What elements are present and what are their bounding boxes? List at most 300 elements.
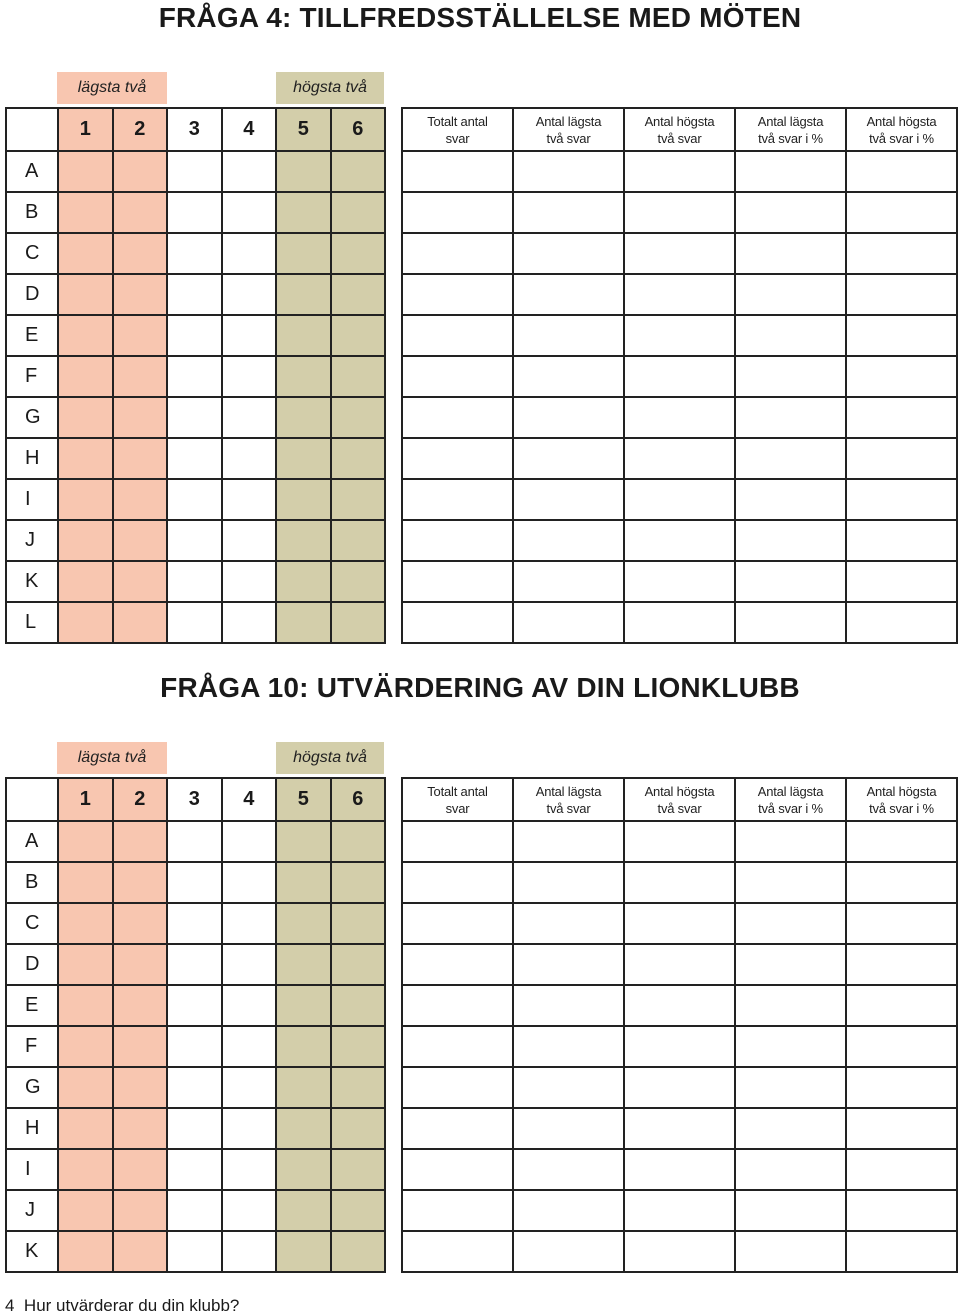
rating-cell[interactable] xyxy=(167,479,222,520)
summary-cell[interactable] xyxy=(846,1026,957,1067)
rating-cell[interactable] xyxy=(276,1149,331,1190)
summary-cell[interactable] xyxy=(513,1108,624,1149)
rating-cell[interactable] xyxy=(58,274,113,315)
summary-cell[interactable] xyxy=(735,985,846,1026)
rating-cell[interactable] xyxy=(113,233,168,274)
rating-cell[interactable] xyxy=(276,602,331,643)
summary-cell[interactable] xyxy=(846,479,957,520)
summary-cell[interactable] xyxy=(513,479,624,520)
row-label: H xyxy=(6,438,58,479)
rating-cell[interactable] xyxy=(222,944,277,985)
rating-cell[interactable] xyxy=(167,862,222,903)
rating-cell[interactable] xyxy=(331,1190,386,1231)
rating-cell[interactable] xyxy=(331,315,386,356)
table-row xyxy=(6,602,385,643)
rating-cell[interactable] xyxy=(331,233,386,274)
scale-value-2: 2 xyxy=(113,778,168,821)
scale-value-3: 3 xyxy=(167,108,222,151)
rating-cell[interactable] xyxy=(58,944,113,985)
summary-cell[interactable] xyxy=(846,438,957,479)
rating-cell[interactable] xyxy=(276,1067,331,1108)
rating-cell[interactable] xyxy=(276,479,331,520)
column-header-line: Antal högsta xyxy=(644,113,715,129)
summary-cell[interactable] xyxy=(846,561,957,602)
summary-cell[interactable] xyxy=(402,479,513,520)
rating-cell[interactable] xyxy=(167,356,222,397)
rating-cell[interactable] xyxy=(222,151,277,192)
rating-grid xyxy=(5,107,386,644)
lowest-two-label: lägsta två xyxy=(57,72,167,104)
summary-cell[interactable] xyxy=(735,438,846,479)
summary-cell[interactable] xyxy=(402,274,513,315)
rating-cell[interactable] xyxy=(167,397,222,438)
rating-cell[interactable] xyxy=(331,561,386,602)
column-header-line: Antal lägsta xyxy=(757,783,824,799)
summary-cell[interactable] xyxy=(513,1231,624,1272)
summary-cell[interactable] xyxy=(624,903,735,944)
table-row xyxy=(402,1190,957,1231)
table-row xyxy=(402,520,957,561)
summary-cell[interactable] xyxy=(513,862,624,903)
rating-cell[interactable] xyxy=(331,274,386,315)
rating-cell[interactable] xyxy=(113,985,168,1026)
rating-cell[interactable] xyxy=(222,1231,277,1272)
summary-cell[interactable] xyxy=(624,1149,735,1190)
summary-cell[interactable] xyxy=(513,397,624,438)
rating-cell[interactable] xyxy=(58,192,113,233)
rating-cell[interactable] xyxy=(113,438,168,479)
summary-cell[interactable] xyxy=(624,479,735,520)
summary-cell[interactable] xyxy=(735,315,846,356)
rating-cell[interactable] xyxy=(222,233,277,274)
rating-cell[interactable] xyxy=(222,821,277,862)
summary-cell[interactable] xyxy=(846,520,957,561)
summary-cell[interactable] xyxy=(624,1067,735,1108)
rating-cell[interactable] xyxy=(113,903,168,944)
summary-cell[interactable] xyxy=(624,192,735,233)
rating-cell[interactable] xyxy=(331,903,386,944)
rating-cell[interactable] xyxy=(167,1108,222,1149)
summary-cell[interactable] xyxy=(624,315,735,356)
summary-cell[interactable] xyxy=(735,602,846,643)
rating-cell[interactable] xyxy=(331,356,386,397)
summary-cell[interactable] xyxy=(402,944,513,985)
rating-cell[interactable] xyxy=(331,1108,386,1149)
summary-cell[interactable] xyxy=(735,1231,846,1272)
rating-cell[interactable] xyxy=(113,1190,168,1231)
row-label: K xyxy=(6,1231,58,1272)
scale-header-row xyxy=(6,108,385,151)
summary-cell[interactable] xyxy=(624,520,735,561)
summary-cell[interactable] xyxy=(513,602,624,643)
rating-cell[interactable] xyxy=(222,1108,277,1149)
rating-cell[interactable] xyxy=(58,438,113,479)
summary-cell[interactable] xyxy=(735,1108,846,1149)
summary-cell[interactable] xyxy=(846,315,957,356)
rating-cell[interactable] xyxy=(331,985,386,1026)
rating-cell[interactable] xyxy=(167,315,222,356)
rating-cell[interactable] xyxy=(331,1026,386,1067)
summary-column-header xyxy=(402,778,513,821)
summary-cell[interactable] xyxy=(513,1190,624,1231)
summary-cell[interactable] xyxy=(846,151,957,192)
highest-two-label: högsta två xyxy=(276,72,384,104)
rating-cell[interactable] xyxy=(276,862,331,903)
summary-cell[interactable] xyxy=(402,1026,513,1067)
summary-cell[interactable] xyxy=(735,151,846,192)
rating-cell[interactable] xyxy=(167,1190,222,1231)
rating-cell[interactable] xyxy=(331,1231,386,1272)
rating-cell[interactable] xyxy=(113,151,168,192)
corner-cell xyxy=(6,778,58,821)
rating-cell[interactable] xyxy=(113,1108,168,1149)
rating-cell[interactable] xyxy=(58,1108,113,1149)
summary-cell[interactable] xyxy=(513,520,624,561)
summary-cell[interactable] xyxy=(624,1108,735,1149)
table-row xyxy=(402,356,957,397)
summary-cell[interactable] xyxy=(846,985,957,1026)
table-row xyxy=(6,1108,385,1149)
rating-cell[interactable] xyxy=(113,356,168,397)
summary-cell[interactable] xyxy=(735,1067,846,1108)
rating-cell[interactable] xyxy=(167,438,222,479)
rating-cell[interactable] xyxy=(331,397,386,438)
rating-cell[interactable] xyxy=(58,151,113,192)
rating-cell[interactable] xyxy=(113,1067,168,1108)
rating-cell[interactable] xyxy=(222,561,277,602)
row-label: D xyxy=(6,944,58,985)
rating-cell[interactable] xyxy=(58,602,113,643)
rating-cell[interactable] xyxy=(58,1067,113,1108)
summary-cell[interactable] xyxy=(513,821,624,862)
rating-cell[interactable] xyxy=(167,1231,222,1272)
summary-cell[interactable] xyxy=(846,274,957,315)
rating-cell[interactable] xyxy=(58,356,113,397)
row-label: K xyxy=(6,561,58,602)
rating-cell[interactable] xyxy=(222,985,277,1026)
summary-cell[interactable] xyxy=(624,1231,735,1272)
rating-cell[interactable] xyxy=(167,151,222,192)
rating-cell[interactable] xyxy=(222,1149,277,1190)
scale-value-1: 1 xyxy=(58,108,113,151)
rating-cell[interactable] xyxy=(222,1190,277,1231)
summary-cell[interactable] xyxy=(846,944,957,985)
summary-cell[interactable] xyxy=(513,1067,624,1108)
rating-cell[interactable] xyxy=(331,1067,386,1108)
column-header-line: Antal lägsta xyxy=(535,783,602,799)
summary-column-header xyxy=(735,778,846,821)
summary-column-header xyxy=(402,108,513,151)
summary-cell[interactable] xyxy=(735,1026,846,1067)
scale-value-1: 1 xyxy=(58,778,113,821)
rating-cell[interactable] xyxy=(58,862,113,903)
rating-cell[interactable] xyxy=(222,397,277,438)
summary-cell[interactable] xyxy=(735,520,846,561)
summary-cell[interactable] xyxy=(846,821,957,862)
summary-cell[interactable] xyxy=(624,274,735,315)
rating-cell[interactable] xyxy=(58,903,113,944)
rating-cell[interactable] xyxy=(276,985,331,1026)
summary-cell[interactable] xyxy=(846,1067,957,1108)
rating-cell[interactable] xyxy=(222,438,277,479)
rating-cell[interactable] xyxy=(167,233,222,274)
rating-cell[interactable] xyxy=(331,862,386,903)
rating-cell[interactable] xyxy=(167,561,222,602)
summary-cell[interactable] xyxy=(846,1190,957,1231)
summary-cell[interactable] xyxy=(402,602,513,643)
rating-cell[interactable] xyxy=(167,1067,222,1108)
summary-cell[interactable] xyxy=(513,1149,624,1190)
rating-cell[interactable] xyxy=(58,520,113,561)
rating-cell[interactable] xyxy=(331,438,386,479)
rating-cell[interactable] xyxy=(276,944,331,985)
summary-cell[interactable] xyxy=(402,985,513,1026)
summary-cell[interactable] xyxy=(513,1026,624,1067)
rating-cell[interactable] xyxy=(331,1149,386,1190)
summary-cell[interactable] xyxy=(402,520,513,561)
rating-cell[interactable] xyxy=(167,192,222,233)
rating-cell[interactable] xyxy=(222,479,277,520)
table-row xyxy=(6,1149,385,1190)
table-row xyxy=(6,1231,385,1272)
summary-cell[interactable] xyxy=(513,438,624,479)
summary-cell[interactable] xyxy=(846,397,957,438)
summary-cell[interactable] xyxy=(624,602,735,643)
rating-cell[interactable] xyxy=(222,192,277,233)
rating-cell[interactable] xyxy=(276,233,331,274)
rating-cell[interactable] xyxy=(58,479,113,520)
summary-cell[interactable] xyxy=(846,1231,957,1272)
summary-cell[interactable] xyxy=(402,356,513,397)
summary-cell[interactable] xyxy=(513,903,624,944)
rating-cell[interactable] xyxy=(113,1149,168,1190)
rating-cell[interactable] xyxy=(113,944,168,985)
table-row xyxy=(6,1067,385,1108)
summary-cell[interactable] xyxy=(402,1190,513,1231)
summary-cell[interactable] xyxy=(846,233,957,274)
column-header-line: Totalt antal xyxy=(427,783,488,799)
summary-grid xyxy=(401,107,958,644)
summary-cell[interactable] xyxy=(513,315,624,356)
rating-cell[interactable] xyxy=(58,1026,113,1067)
rating-cell[interactable] xyxy=(331,821,386,862)
rating-cell[interactable] xyxy=(276,151,331,192)
rating-cell[interactable] xyxy=(113,520,168,561)
column-header-line: två svar i % xyxy=(758,800,823,816)
table-row xyxy=(402,397,957,438)
table-row xyxy=(402,1149,957,1190)
rating-cell[interactable] xyxy=(58,1190,113,1231)
table-row xyxy=(402,944,957,985)
summary-cell[interactable] xyxy=(735,397,846,438)
summary-cell[interactable] xyxy=(624,561,735,602)
summary-cell[interactable] xyxy=(513,192,624,233)
rating-cell[interactable] xyxy=(331,944,386,985)
rating-cell[interactable] xyxy=(167,602,222,643)
summary-cell[interactable] xyxy=(735,479,846,520)
rating-cell[interactable] xyxy=(167,944,222,985)
rating-cell[interactable] xyxy=(276,520,331,561)
summary-cell[interactable] xyxy=(846,1149,957,1190)
row-label: D xyxy=(6,274,58,315)
rating-cell[interactable] xyxy=(167,520,222,561)
rating-cell[interactable] xyxy=(167,985,222,1026)
rating-cell[interactable] xyxy=(276,903,331,944)
rating-cell[interactable] xyxy=(113,274,168,315)
table-row xyxy=(6,397,385,438)
rating-cell[interactable] xyxy=(331,151,386,192)
summary-cell[interactable] xyxy=(402,903,513,944)
summary-cell[interactable] xyxy=(402,862,513,903)
summary-cell[interactable] xyxy=(846,602,957,643)
summary-cell[interactable] xyxy=(735,233,846,274)
column-header-line: två svar i % xyxy=(869,800,934,816)
rating-cell[interactable] xyxy=(331,602,386,643)
rating-cell[interactable] xyxy=(222,274,277,315)
summary-cell[interactable] xyxy=(402,192,513,233)
summary-cell[interactable] xyxy=(402,821,513,862)
summary-cell[interactable] xyxy=(402,1067,513,1108)
summary-cell[interactable] xyxy=(513,985,624,1026)
summary-cell[interactable] xyxy=(402,397,513,438)
rating-cell[interactable] xyxy=(276,356,331,397)
summary-cell[interactable] xyxy=(846,192,957,233)
summary-cell[interactable] xyxy=(624,1026,735,1067)
rating-cell[interactable] xyxy=(58,233,113,274)
summary-cell[interactable] xyxy=(402,438,513,479)
rating-cell[interactable] xyxy=(58,1231,113,1272)
rating-cell[interactable] xyxy=(167,903,222,944)
summary-cell[interactable] xyxy=(402,315,513,356)
summary-cell[interactable] xyxy=(735,1190,846,1231)
summary-cell[interactable] xyxy=(624,356,735,397)
rating-cell[interactable] xyxy=(331,192,386,233)
rating-cell[interactable] xyxy=(276,1108,331,1149)
summary-cell[interactable] xyxy=(735,862,846,903)
rating-cell[interactable] xyxy=(113,315,168,356)
summary-column-header xyxy=(624,778,735,821)
rating-cell[interactable] xyxy=(167,274,222,315)
rating-cell[interactable] xyxy=(276,1026,331,1067)
rating-cell[interactable] xyxy=(222,1067,277,1108)
summary-cell[interactable] xyxy=(735,356,846,397)
rating-cell[interactable] xyxy=(222,903,277,944)
rating-cell[interactable] xyxy=(276,1231,331,1272)
summary-cell[interactable] xyxy=(846,862,957,903)
summary-cell[interactable] xyxy=(402,1108,513,1149)
summary-cell[interactable] xyxy=(402,1231,513,1272)
rating-cell[interactable] xyxy=(113,862,168,903)
summary-cell[interactable] xyxy=(735,274,846,315)
rating-cell[interactable] xyxy=(331,520,386,561)
summary-cell[interactable] xyxy=(624,821,735,862)
rating-cell[interactable] xyxy=(276,397,331,438)
rating-cell[interactable] xyxy=(222,602,277,643)
rating-cell[interactable] xyxy=(222,356,277,397)
rating-cell[interactable] xyxy=(222,520,277,561)
rating-cell[interactable] xyxy=(113,1231,168,1272)
column-header-line: två svar xyxy=(546,130,591,146)
summary-cell[interactable] xyxy=(735,903,846,944)
rating-cell[interactable] xyxy=(276,192,331,233)
summary-cell[interactable] xyxy=(624,151,735,192)
rating-cell[interactable] xyxy=(58,315,113,356)
summary-cell[interactable] xyxy=(624,985,735,1026)
highest-two-label: högsta två xyxy=(276,742,384,774)
rating-cell[interactable] xyxy=(167,1026,222,1067)
summary-cell[interactable] xyxy=(735,1149,846,1190)
summary-cell[interactable] xyxy=(402,151,513,192)
rating-cell[interactable] xyxy=(58,397,113,438)
rating-cell[interactable] xyxy=(167,821,222,862)
summary-cell[interactable] xyxy=(513,944,624,985)
rating-cell[interactable] xyxy=(58,1149,113,1190)
summary-cell[interactable] xyxy=(735,192,846,233)
rating-cell[interactable] xyxy=(331,479,386,520)
summary-cell[interactable] xyxy=(624,862,735,903)
summary-cell[interactable] xyxy=(624,233,735,274)
summary-cell[interactable] xyxy=(735,821,846,862)
rating-cell[interactable] xyxy=(113,397,168,438)
rating-cell[interactable] xyxy=(58,561,113,602)
summary-cell[interactable] xyxy=(402,1149,513,1190)
summary-cell[interactable] xyxy=(513,233,624,274)
summary-cell[interactable] xyxy=(513,274,624,315)
summary-cell[interactable] xyxy=(513,151,624,192)
summary-cell[interactable] xyxy=(735,561,846,602)
rating-cell[interactable] xyxy=(222,315,277,356)
summary-cell[interactable] xyxy=(624,397,735,438)
rating-cell[interactable] xyxy=(276,315,331,356)
rating-cell[interactable] xyxy=(113,821,168,862)
summary-cell[interactable] xyxy=(513,561,624,602)
rating-cell[interactable] xyxy=(113,602,168,643)
rating-cell[interactable] xyxy=(222,862,277,903)
rating-cell[interactable] xyxy=(113,192,168,233)
corner-cell xyxy=(6,108,58,151)
rating-cell[interactable] xyxy=(58,821,113,862)
summary-cell[interactable] xyxy=(846,903,957,944)
table-row xyxy=(6,520,385,561)
summary-cell[interactable] xyxy=(624,944,735,985)
rating-cell[interactable] xyxy=(276,561,331,602)
rating-cell[interactable] xyxy=(167,1149,222,1190)
summary-cell[interactable] xyxy=(513,356,624,397)
summary-cell[interactable] xyxy=(624,438,735,479)
page-footer xyxy=(5,1296,239,1316)
rating-cell[interactable] xyxy=(276,1190,331,1231)
column-header-line: Antal lägsta xyxy=(535,113,602,129)
rating-cell[interactable] xyxy=(276,438,331,479)
summary-cell[interactable] xyxy=(624,1190,735,1231)
rating-cell[interactable] xyxy=(276,821,331,862)
summary-cell[interactable] xyxy=(402,561,513,602)
summary-cell[interactable] xyxy=(402,233,513,274)
table-row xyxy=(402,192,957,233)
summary-cell[interactable] xyxy=(846,1108,957,1149)
column-header-line: Antal lägsta xyxy=(757,113,824,129)
summary-cell[interactable] xyxy=(846,356,957,397)
rating-cell[interactable] xyxy=(113,479,168,520)
rating-cell[interactable] xyxy=(276,274,331,315)
section-title: FRÅGA 10: UTVÄRDERING AV DIN LIONKLUBB xyxy=(160,672,800,703)
rating-cell[interactable] xyxy=(222,1026,277,1067)
row-label: F xyxy=(6,1026,58,1067)
rating-cell[interactable] xyxy=(58,985,113,1026)
rating-cell[interactable] xyxy=(113,561,168,602)
summary-cell[interactable] xyxy=(735,944,846,985)
rating-cell[interactable] xyxy=(113,1026,168,1067)
